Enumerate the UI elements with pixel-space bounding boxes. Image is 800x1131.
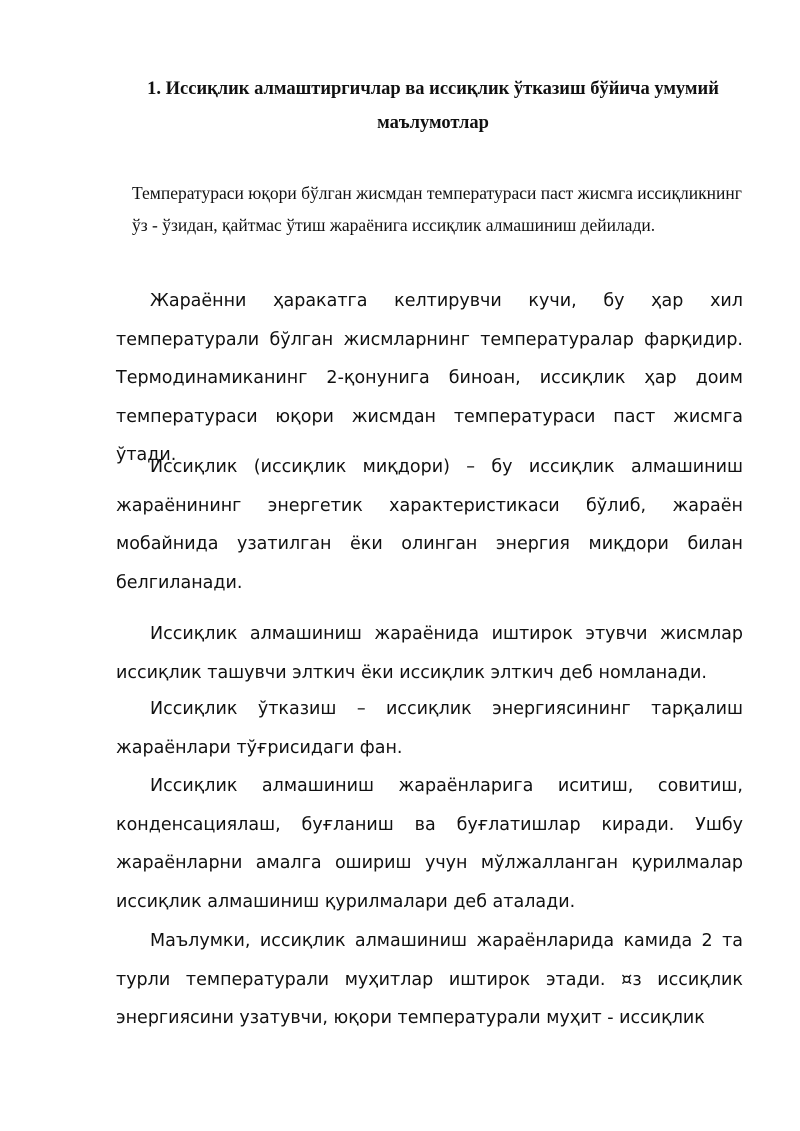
paragraph-heat-carrier: Иссиқлик алмашиниш жараёнида иштирок этувчи жисмлар иссиқлик ташувчи элткич ёки иссиқлик элткич деб номланади.	[116, 624, 743, 683]
paragraph-heat-quantity: Иссиқлик (иссиқлик миқдори) – бу иссиқлик алмашиниш жараёнининг энергетик характеристикаси бўлиб, жараён мобайнида узатилган ёки олинган энергия миқдори билан белгиланади.	[116, 457, 743, 593]
paragraph-media: Маълумки, иссиқлик алмашиниш жараёнларида камида 2 та турли температурали муҳитлар иштирок этади. ¤з иссиқлик энергиясини узатувчи, юқори температурали муҳит - иссиқлик	[116, 931, 743, 1028]
paragraph-driving-force: Жараённи ҳаракатга келтирувчи кучи, бу ҳар хил температурали бўлган жисмларнинг температуралар фарқидир. Термодинамиканинг 2-қонунига биноан, иссиқлик ҳар доим температураси юқори жисмдан температураси паст жисмга ўтади.	[116, 291, 743, 465]
paragraph-processes: Иссиқлик алмашиниш жараёнларига иситиш, совитиш, конденсациялаш, буғланиш ва буғлатишлар киради. Ушбу жараёнларни амалга ошириш учун мўлжалланган қурилмалар иссиқлик алмашиниш қурилмалари деб аталади.	[116, 776, 743, 912]
intro-paragraph: Температураси юқори бўлган жисмдан температураси паст жисмга иссиқликнинг ўз - ўзидан, қайтмас ўтиш жараёнига иссиқлик алмашиниш дейилади.	[132, 183, 742, 235]
paragraph-heat-transfer-definition: Иссиқлик ўтказиш – иссиқлик энергиясининг тарқалиш жараёнлари тўғрисидаги фан.	[116, 699, 743, 758]
section-heading: 1. Иссиқлик алмаштиргичлар ва иссиқлик ўтказиш бўйича умумий маълумотлар	[147, 79, 719, 133]
